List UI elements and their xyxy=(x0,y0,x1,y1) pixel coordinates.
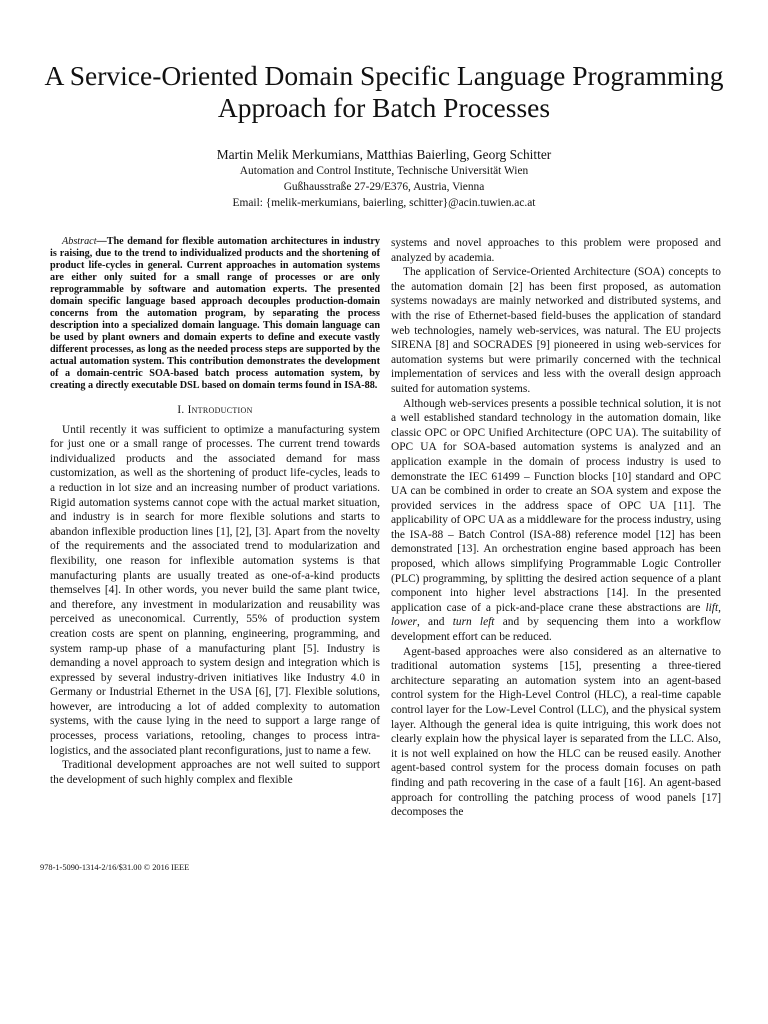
left-column xyxy=(50,236,380,787)
right-paragraph-1: systems and novel approaches to this problem were proposed and analyzed by academia. xyxy=(391,237,721,264)
separator: , xyxy=(718,601,721,614)
right-column xyxy=(391,236,721,820)
affiliation-email: Email: {melik-merkumians, baierling, schitter}@acin.tuwien.ac.at xyxy=(232,197,536,209)
term-lift: lift xyxy=(705,601,719,614)
affiliation-institute: Automation and Control Institute, Technische Universität Wien xyxy=(239,165,529,177)
right-paragraph-3 xyxy=(391,397,721,645)
section-heading-introduction xyxy=(50,403,380,418)
paper-title: A Service-Oriented Domain Specific Language Programming Approach for Batch Processes xyxy=(44,60,724,123)
right-paragraph-4: Agent-based approaches were also considered as an alternative to traditional automation systems [15], presenting a three-tiered architecture separating an automation system into an agent-based control system for the High-Level Control (HLC), a real-time capable control layer for the Low-Level Control (LLC), and the physical system layer. Although the general idea is quite intriguing, this work does not clearly explain how the physical layer is separated from the LLC. Also, it is not well explained on how the HLC can be reused easily. Another agent-based control system for the process domain focuses on path finding and path recovering in the case of a fault [16]. An agent-based approach for controlling the patching process of wood panels [17] decomposes the xyxy=(391,645,721,819)
affiliation-address: Gußhausstraße 27-29/E376, Austria, Vienna xyxy=(283,181,485,193)
paragraph-3-text: Although web-services presents a possible technical solution, it is not a well established standard technology in the automation domain, like classic OPC or OPC Unified Architecture (OPC UA). The suitability of OPC UA for SOA-based automation systems is analyzed and an application example in the domain of process industry is used to demonstrate the IEC 61499 – Function blocks [10] standard and OPC UA can be combined in order to create an SOA system and expose the provided services in the address space of OPC UA [11]. The applicability of OPC UA as a middleware for the process industry, using the ISA-88 – Batch Control (ISA-88) reference model [12] has been demonstrated [13]. An orchestration engine based approach has been proposed, which allows simplifying Programmable Logic Controller (PLC) programming, by splitting the desired action sequence of a plant component into higher level abstractions [14]. In the presented application case of a pick-and-place crane these abstractions are xyxy=(391,397,721,614)
separator: , and xyxy=(416,616,453,629)
abstract-label: Abstract xyxy=(62,236,97,247)
authors: Martin Melik Merkumians, Matthias Baierling, Georg Schitter xyxy=(216,147,552,162)
intro-paragraph-2: Traditional development approaches are not well suited to support the development of such highly complex and flexible xyxy=(50,759,380,786)
section-title: Introduction xyxy=(187,404,253,416)
copyright-footer: 978-1-5090-1314-2/16/$31.00 © 2016 IEEE xyxy=(40,863,190,872)
term-lower: lower xyxy=(391,616,417,629)
abstract-text: —The demand for flexible automation architectures in industry is raising, due to the trend to individualized products and the shortening of product life-cycles in general. Current approaches in automation systems are either only suited for a small range of processes or are only reprogrammable by software and automation experts. The presented domain specific language based approach decouples production-domain concerns from the automation program, by separating the process description into a specialized domain language. This domain language can be used by plant owners and domain experts to define and execute vastly different processes, as long as the needed process steps are supported by the actual automation system. This contribution demonstrates the development of a domain-centric SOA-based batch process automation system, by creating a directly executable DSL based on domain terms found in ISA-88. xyxy=(50,236,380,391)
paragraph-3-end: and by sequencing them into a workflow development effort can be reduced. xyxy=(391,616,721,644)
abstract xyxy=(50,236,380,392)
term-turn-left: turn left xyxy=(452,616,495,629)
intro-paragraph-1: Until recently it was sufficient to optimize a manufacturing system for just one or a small range of processes. The current trend towards individualized products and the associated demand for mass customization, as well as the shortening of product life-cycles, leads to a reduction in lot size and an increasing number of product variations. Rigid automation systems cannot cope with the actual market situation, and industry is in search for more flexible solutions and starts to abandon inflexible production lines [1], [2], [3]. Apart from the novelty of the requirements and the associated trend to modularization and flexibility, one reason for inflexible automation systems is that manufacturing plants are usually treated as one-of-a-kind products themselves [4]. In other words, you never build the same plant twice, and therefore, any investment in modularization and reusability was perceived as uneconomical. Currently, 55% of production system creation costs are spent on planning, engineering, programming, and system ramp-up phase of a manufacturing plant [5]. Industry is demanding a novel approach to system design and integration which is expressed by several industry-driven initiatives like Industry 4.0 in Germany or Industrial Ethernet in the USA [6], [7]. Flexible solutions, however, are introducing a lot of added complexity to automation systems, with the cause lying in the need to support a large range of processes, process variations, retooling, changes to process intra-logistics, and the associated plant reconfigurations, just to name a few. xyxy=(50,423,380,757)
section-number: I. xyxy=(177,404,185,416)
right-paragraph-2: The application of Service-Oriented Architecture (SOA) concepts to the automation domain [2] has been first proposed, as automation systems nowadays are mainly networked and distributed systems, and with the rise of Ethernet-based field-buses the application of standard web technologies, namely web-services, was natural. The EU projects SIRENA [8] and SOCRADES [9] pioneered in using web-services for automation systems but were primarily concerned with the technical implementation of services and less with the overall design approach suited for automation systems. xyxy=(391,266,721,395)
